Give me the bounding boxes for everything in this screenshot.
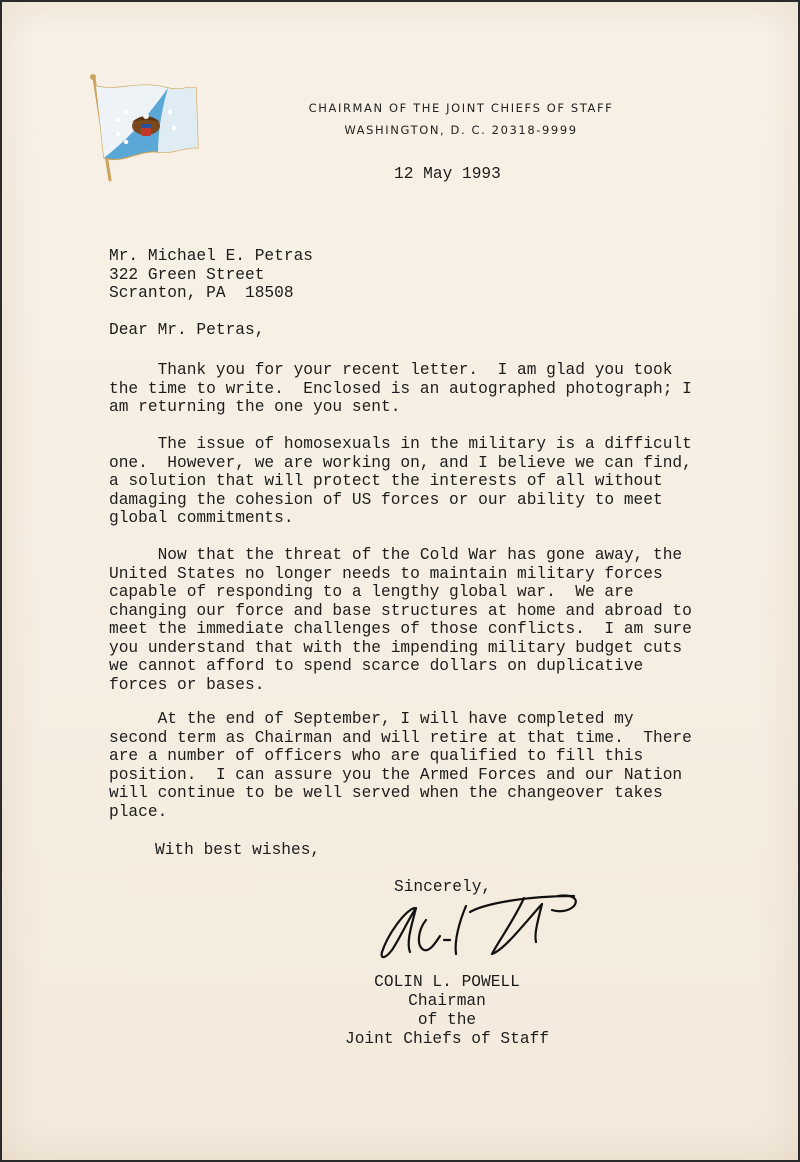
recipient-name: Mr. Michael E. Petras [109, 247, 313, 265]
signature-block [302, 973, 592, 1049]
salutation: Dear Mr. Petras, [109, 321, 265, 339]
recipient-address [109, 247, 313, 303]
recipient-street: 322 Green Street [109, 265, 265, 284]
recipient-city: Scranton, PA 18508 [109, 284, 294, 302]
signer-title-2: of the [417, 1011, 477, 1029]
closing: With best wishes, [155, 841, 321, 859]
letterhead-title: CHAIRMAN OF THE JOINT CHIEFS OF STAFF [308, 101, 614, 115]
signer-name: COLIN L. POWELL [374, 973, 520, 991]
letter-date: 12 May 1993 [394, 165, 501, 183]
signer-title-1: Chairman [408, 992, 486, 1010]
chairman-flag-icon [88, 72, 200, 184]
body-paragraph-4: At the end of September, I will have completed my second term as Chairman and will retire at that time. There are a number of officers who are qualified to fill this position. I can assure you the Armed Forces and our Nation will continue to be well served when the changeover takes place. [109, 710, 692, 821]
letter-page [2, 2, 798, 1160]
body-paragraph-1: Thank you for your recent letter. I am glad you took the time to write. Enclosed is an autographed photograph; I am returning the one you sent. [109, 361, 692, 416]
body-paragraph-2: The issue of homosexuals in the military is a difficult one. However, we are working on, and I believe we can find, a solution that will protect the interests of all without damaging the cohesion of US forces or our ability to meet global commitments. [109, 435, 692, 527]
signer-title-3: Joint Chiefs of Staff [345, 1030, 549, 1048]
handwritten-signature [374, 890, 589, 965]
letterhead-address: WASHINGTON, D. C. 20318-9999 [344, 123, 578, 137]
body-paragraph-3: Now that the threat of the Cold War has gone away, the United States no longer needs to maintain military forces capable of responding to a lengthy global war. We are changing our force and base structures at home and abroad to meet the immediate challenges of those conflicts. I am sure you understand that with the impending military budget cuts we cannot afford to spend scarce dollars on duplicative forces or bases. [109, 546, 692, 694]
letterhead [280, 97, 642, 141]
sign-off: Sincerely, [394, 878, 492, 896]
